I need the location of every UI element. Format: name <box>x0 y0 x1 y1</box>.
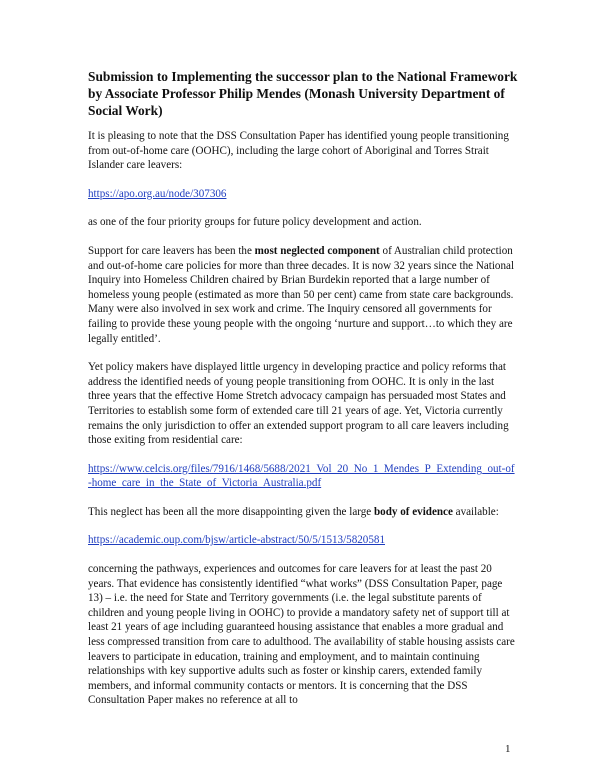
paragraph-intro: It is pleasing to note that the DSS Consultation Paper has identified young people transitioning from out-of-home care (OOHC), including the large cohort of Aboriginal and Torres Strait Islander care leavers: <box>88 130 509 172</box>
document-body <box>88 68 518 722</box>
oup-link[interactable]: https://academic.oup.com/bjsw/article-abstract/50/5/1513/5820581 <box>88 534 385 547</box>
celcis-link[interactable]: https://www.celcis.org/files/7916/1468/5688/2021_Vol_20_No_1_Mendes_P_Extending_out-of-home_care_in_the_State_of_Victoria_Australia.pdf <box>88 462 515 490</box>
bold-phrase: most neglected component <box>254 244 380 257</box>
paragraph-priority-groups: as one of the four priority groups for future policy development and action. <box>88 216 422 229</box>
paragraph-link-oup <box>88 533 518 548</box>
text-segment: of Australian child protection and out-of-home care policies for more than three decades. It is now 32 years since the National Inquiry into Homeless Children chaired by Brian Burdekin reported that a large number of homeless young people (estimated as more than 50 per cent) came from state care backgrounds. Many were also involved in sex work and crime. The Inquiry censored all governments for failing to provide these young people with the ongoing ‘nurture and support…to which they are legally entitled’. <box>88 244 515 345</box>
paragraph-support <box>88 244 518 346</box>
paragraph-link-celcis <box>88 462 518 491</box>
text-segment: available: <box>452 505 499 518</box>
paragraph-policy-makers: Yet policy makers have displayed little urgency in developing practice and policy reforms that address the identified needs of young people transitioning from OOHC. It is only in the last three years that the effective Home Stretch advocacy campaign has persuaded most States and Territories to establish some form of extended care till 21 years of age. Yet, Victoria currently remains the only jurisdiction to offer an extended support program to all care leavers including those exiting from residential care: <box>88 361 509 447</box>
apo-link[interactable]: https://apo.org.au/node/307306 <box>88 187 227 200</box>
paragraph-link-apo <box>88 187 518 202</box>
page-number: 1 <box>505 743 511 755</box>
bold-phrase: body of evidence <box>374 505 453 518</box>
text-segment: Support for care leavers has been the <box>88 244 255 257</box>
document-title: Submission to Implementing the successor plan to the National Framework by Associate Professor Philip Mendes (Monash University Department of Social Work) <box>88 69 518 118</box>
paragraph-neglect <box>88 505 518 520</box>
paragraph-evidence: concerning the pathways, experiences and outcomes for care leavers for at least the past 20 years. That evidence has consistently identified “what works” (DSS Consultation Paper, page 13) – i.e. the need for State and Territory governments (i.e. the legal substitute parents of children and young people living in OOHC) to provide a mandatory safety net of support till at least 21 years of age including guaranteed housing assistance that enables a more gradual and less compressed transition from care to adulthood. The availability of stable housing assists care leavers to participate in education, training and employment, and to maintain continuing relationships with key supportive adults such as foster or kinship carers, extended family members, and informal community contacts or mentors. It is concerning that the DSS Consultation Paper makes no reference at all to <box>88 563 515 707</box>
text-segment: This neglect has been all the more disappointing given the large <box>88 505 374 518</box>
